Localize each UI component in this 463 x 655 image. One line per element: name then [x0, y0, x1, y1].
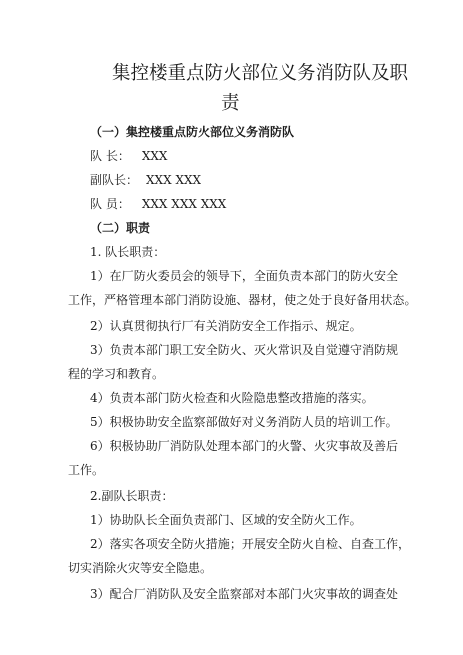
paragraph-line: 2 ） 落 实 各 项 安 全 防 火 措 施 ； 开 展 安 全 防 火 自 检 、 自 查 工 作 ， — [90, 537, 411, 551]
captain-member-line — [90, 148, 167, 164]
section2-heading: （二）职责 — [90, 221, 151, 235]
member-name: XXX XXX XXX — [141, 197, 227, 211]
team-member-line — [90, 196, 226, 212]
section1-heading: （一）集控楼重点防火部位义务消防队 — [90, 125, 295, 139]
paragraph-line: 工作。 — [68, 463, 105, 477]
member-name: XXX — [141, 149, 168, 163]
paragraph-line: 6 ） 积 极 协 助 厂 消 防 队 处 理 本 部 门 的 火 警 、 火 灾 事 故 及 善 后 — [90, 439, 399, 453]
paragraph-line: 2）认真贯彻执行厂有关消防安全工作指示、规定。 — [90, 319, 362, 333]
paragraph-line: 4）负责本部门防火检查和火险隐患整改措施的落实。 — [90, 391, 374, 405]
paragraph-line: 1 ） 在 厂 防 火 委 员 会 的 领 导 下 ， 全 面 负 责 本 部 门 的 防 火 安 全 — [90, 269, 399, 283]
member-name: XXX XXX — [146, 173, 202, 187]
member-role: 队 员： — [90, 197, 130, 211]
paragraph-line: 工 作 ， 严 格 管 理 本 部 门 消 防 设 施 、 器 材 ， 使 之 处 于 良 好 备 用 状 态 。 — [68, 293, 417, 307]
member-role: 副队长： — [90, 173, 139, 187]
paragraph-line: 3 ） 负 责 本 部 门 职 工 安 全 防 火 、 灭 火 常 识 及 自 觉 遵 守 消 防 规 — [90, 343, 399, 357]
paragraph-line: 1）协助队长全面负责部门、区域的安全防火工作。 — [90, 513, 362, 527]
paragraph-line: 切实消除火灾等安全隐患。 — [68, 561, 213, 575]
vice-captain-member-line — [90, 172, 201, 188]
member-role: 队 长： — [90, 149, 130, 163]
paragraph-line: 程的学习和教育。 — [68, 367, 165, 381]
document-title-continued: 责 — [221, 93, 240, 114]
paragraph-line: 5）积极协助安全监察部做好对义务消防人员的培训工作。 — [90, 415, 398, 429]
document-title: 集控楼重点防火部位义务消防队及职 — [112, 63, 409, 84]
paragraph-line: 3 ） 配 合 厂 消 防 队 及 安 全 监 察 部 对 本 部 门 火 灾 事 故 的 调 查 处 — [90, 587, 399, 601]
vice-captain-duties-heading: 2.副队长职责： — [90, 489, 174, 503]
captain-duties-heading: 1. 队长职责： — [90, 245, 166, 259]
